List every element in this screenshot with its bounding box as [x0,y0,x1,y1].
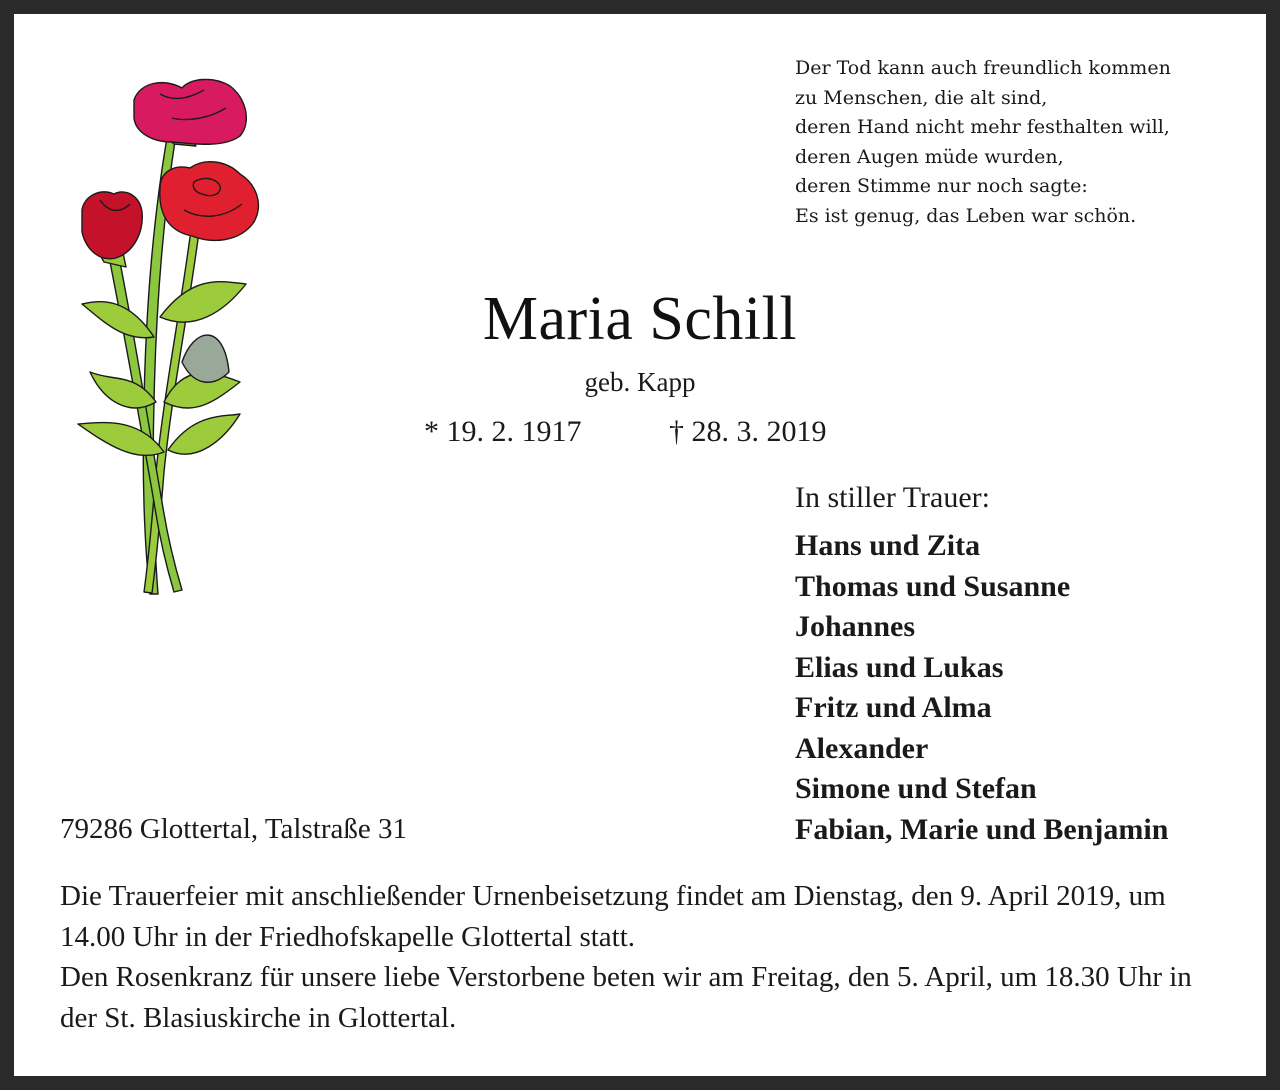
mourner-name: Hans und Zita [795,529,981,562]
address: 79286 Glottertal, Talstraße 31 [60,813,407,845]
poem-line: Es ist genug, das Leben war schön. [795,204,1137,227]
death-date: † 28. 3. 2019 [669,415,827,448]
funeral-text: Die Trauerfeier mit anschließender Urnenbeisetzung findet am Dienstag, den 9. April 2019, um 14.00 Uhr in der Friedhofskapelle Glottertal statt. [60,880,1166,953]
maiden-name: geb. Kapp [584,367,696,397]
funeral-notice [60,876,1235,1038]
obituary-card [14,14,1266,1076]
poem [795,54,1171,232]
mourning-label: In stiller Trauer: [795,481,990,514]
mourner-name: Fritz und Alma [795,691,992,724]
mourner-name: Elias und Lukas [795,650,1004,684]
mourner-name: Johannes [795,610,916,643]
poem-line: zu Menschen, die alt sind, [795,86,1048,109]
poem-line: Der Tod kann auch freundlich kommen [795,57,1171,79]
mourners-list [795,526,1168,850]
mourner-name: Simone und Stefan [795,772,1037,805]
poem-line: deren Augen müde wurden, [795,145,1064,168]
mourner-name: Fabian, Marie und Benjamin [795,812,1169,846]
poem-line: deren Hand nicht mehr festhalten will, [795,116,1170,139]
deceased-name: Maria Schill [482,285,798,353]
birth-date: * 19. 2. 1917 [424,415,582,448]
poem-line: deren Stimme nur noch sagte: [795,175,1088,198]
rosary-text: Den Rosenkranz für unsere liebe Verstorbene beten wir am Freitag, den 5. April, um 18.30 Uhr in der St. Blasiuskirche in Glottertal. [60,961,1192,1034]
mourner-name: Thomas und Susanne [795,569,1071,603]
mourner-name: Alexander [795,731,929,765]
